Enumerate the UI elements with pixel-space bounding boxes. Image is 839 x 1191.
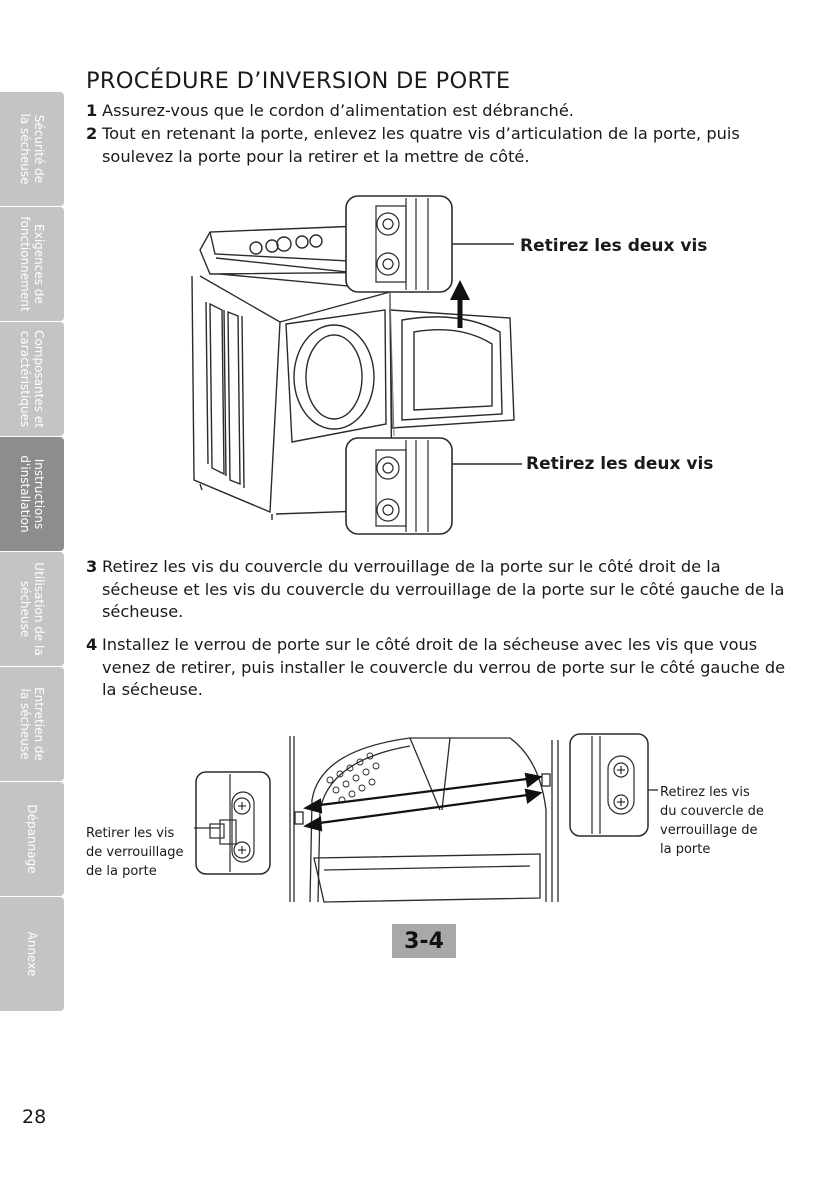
tab-depannage[interactable] — [0, 782, 64, 896]
tab-annexe[interactable] — [0, 897, 64, 1011]
tab-label: Exigences de fonctionnement — [18, 216, 46, 312]
tab-installation[interactable] — [0, 437, 64, 551]
tab-label: Utilisation de la sécheuse — [18, 562, 46, 656]
step-text: Tout en retenant la porte, enlevez les quatre vis d’articulation de la porte, puis soulevez la porte pour la retirer et la mettre de côté. — [102, 124, 740, 166]
tab-label: Sécurité de la sécheuse — [18, 113, 46, 185]
step-3 — [86, 556, 786, 624]
step-number: 1 — [86, 101, 98, 120]
callout-top-hinge: Retirez les deux vis — [520, 236, 708, 256]
step-2 — [86, 123, 786, 168]
step-text: Retirez les vis du couvercle du verrouillage de la porte sur le côté droit de la sécheuse et les vis du couvercle du verrouillage de la porte sur le côté gauche de la sécheuse. — [102, 557, 785, 621]
tab-securite[interactable] — [0, 92, 64, 206]
step-number: 4 — [86, 635, 98, 654]
label-lock-cover-screws: Retirez les vis du couvercle de verrouillage de la porte — [660, 785, 764, 857]
callout-bottom-hinge: Retirez les deux vis — [526, 454, 714, 474]
door-lock-figure — [190, 730, 660, 905]
tab-utilisation[interactable] — [0, 552, 64, 666]
step-4 — [86, 634, 786, 702]
tab-exigences[interactable] — [0, 207, 64, 321]
tab-label: Composantes et caractéristiques — [18, 330, 46, 428]
step-text: Installez le verrou de porte sur le côté droit de la sécheuse avec les vis que vous venez de retirer, puis installer le couvercle du verrou de porte sur le côté gauche de la sécheuse. — [102, 635, 786, 699]
tab-entretien[interactable] — [0, 667, 64, 781]
step-number: 2 — [86, 124, 98, 143]
page-number: 28 — [22, 1106, 47, 1128]
step-text: Assurez-vous que le cordon d’alimentation est débranché. — [102, 101, 574, 120]
step-1 — [86, 100, 786, 123]
section-badge: 3-4 — [392, 924, 456, 958]
page-title: PROCÉDURE D’INVERSION DE PORTE — [86, 68, 511, 94]
label-lock-screws: Retirer les vis de verrouillage de la porte — [86, 826, 184, 879]
section-tabs — [0, 92, 64, 1012]
tab-label: Entretien de la sécheuse — [18, 687, 46, 761]
step-number: 3 — [86, 557, 98, 576]
tab-label: Instructions d'installation — [18, 455, 46, 533]
tab-composantes[interactable] — [0, 322, 64, 436]
tab-label: Annexe — [25, 931, 39, 977]
tab-label: Dépannage — [25, 804, 39, 874]
